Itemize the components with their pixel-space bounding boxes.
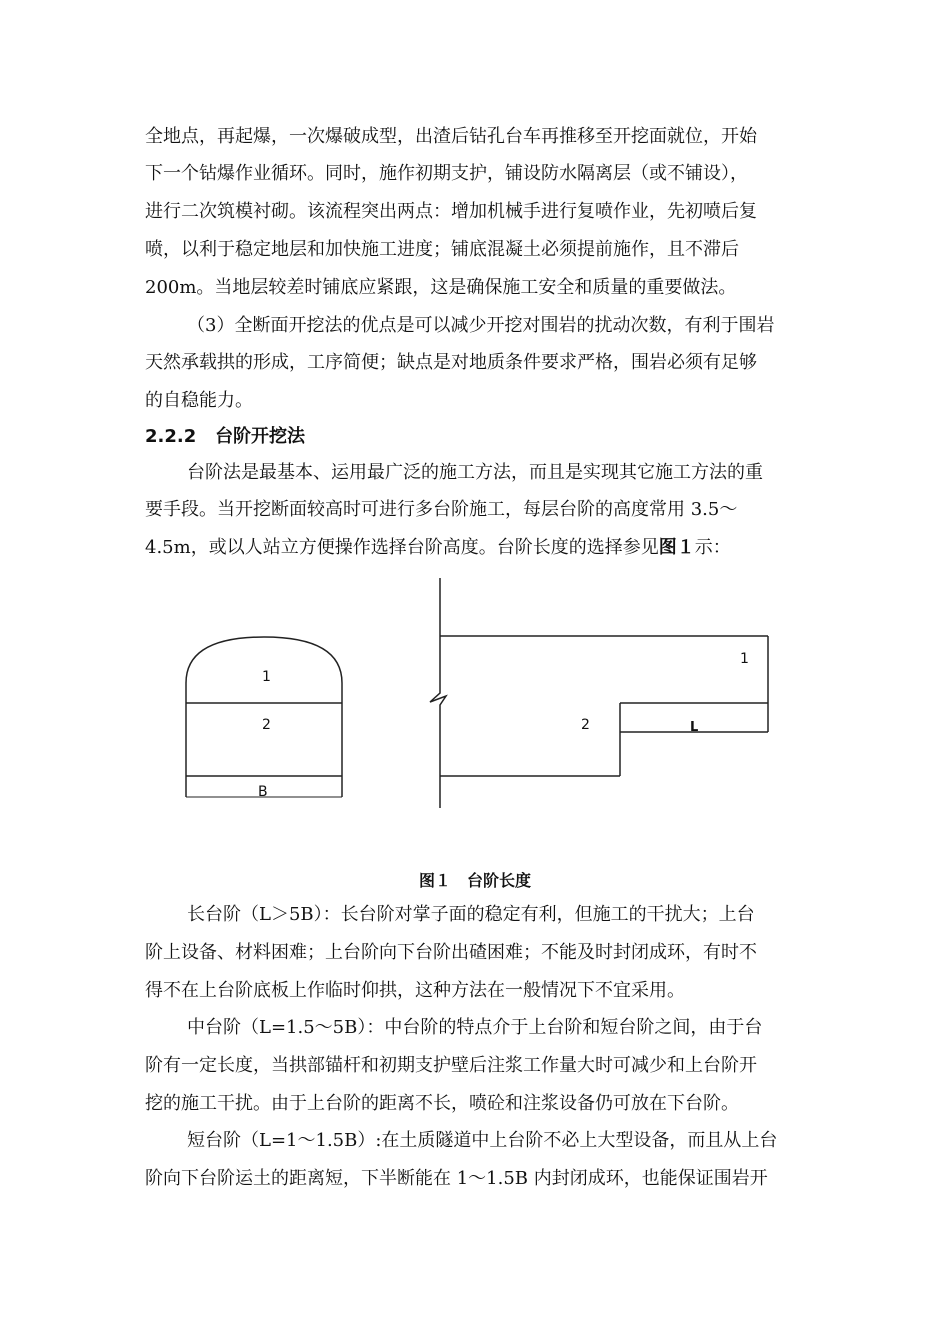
- text-span: 4.5m，或以人站立方便操作选择台阶高度。台阶长度的选择参见: [145, 537, 659, 558]
- text-line: 长台阶（L＞5B）：长台阶对掌子面的稳定有利，但施工的干扰大；上台: [187, 904, 755, 925]
- longitudinal-section-diagram: [430, 578, 768, 808]
- left-label-base: B: [258, 784, 268, 800]
- left-label-lower: 2: [262, 717, 271, 733]
- text-line: 喷，以利于稳定地层和加快施工进度；铺底混凝土必须提前施作，且不滞后: [145, 239, 739, 260]
- text-line: 台阶法是最基本、运用最广泛的施工方法，而且是实现其它施工方法的重: [187, 462, 763, 483]
- text-line: 得不在上台阶底板上作临时仰拱，这种方法在一般情况下不宜采用。: [145, 980, 685, 1001]
- text-line: 下一个钻爆作业循环。同时，施作初期支护，铺设防水隔离层（或不铺设），: [145, 163, 748, 184]
- text-line: 全地点，再起爆，一次爆破成型，出渣后钻孔台车再推移至开挖面就位，开始: [145, 126, 757, 147]
- text-line: 短台阶（L=1～1.5B）:在土质隧道中上台阶不必上大型设备，而且从上台: [187, 1130, 778, 1151]
- text-line: 的自稳能力。: [145, 390, 253, 411]
- text-line: 阶有一定长度，当拱部锚杆和初期支护壁后注浆工作量大时可减少和上台阶开: [145, 1055, 757, 1076]
- reference-face-line: [430, 578, 446, 808]
- text-span: 示：: [694, 537, 731, 558]
- figure-caption: 图１ 台阶长度: [418, 871, 531, 890]
- right-label-upper: 1: [740, 651, 749, 667]
- text-line: （3）全断面开挖法的优点是可以减少开挖对围岩的扰动次数，有利于围岩: [187, 315, 775, 336]
- text-line: 200m。当地层较差时铺底应紧跟，这是确保施工安全和质量的重要做法。: [145, 277, 737, 298]
- left-label-upper: 1: [262, 669, 271, 685]
- section-number: 2.2.2: [145, 426, 197, 447]
- right-label-lower: 2: [581, 717, 590, 733]
- text-line: 进行二次筑模衬砌。该流程突出两点：增加机械手进行复喷作业，先初喷后复: [145, 201, 757, 222]
- figure-reference: 图１: [658, 537, 695, 558]
- section-title: 台阶开挖法: [215, 426, 306, 447]
- text-line: 要手段。当开挖断面较高时可进行多台阶施工，每层台阶的高度常用 3.5～: [145, 499, 738, 520]
- text-line: 中台阶（L=1.5～5B）：中台阶的特点介于上台阶和短台阶之间，由于台: [187, 1017, 763, 1038]
- text-line: 天然承载拱的形成，工序简便；缺点是对地质条件要求严格，围岩必须有足够: [145, 352, 757, 373]
- text-line: 挖的施工干扰。由于上台阶的距离不长，喷砼和注浆设备仍可放在下台阶。: [145, 1093, 739, 1114]
- right-label-length: L: [690, 720, 699, 735]
- text-line: 阶上设备、材料困难；上台阶向下台阶出碴困难；不能及时封闭成环，有时不: [145, 942, 757, 963]
- text-line: 阶向下台阶运土的距离短，下半断能在 1～1.5B 内封闭成环，也能保证围岩开: [145, 1168, 768, 1189]
